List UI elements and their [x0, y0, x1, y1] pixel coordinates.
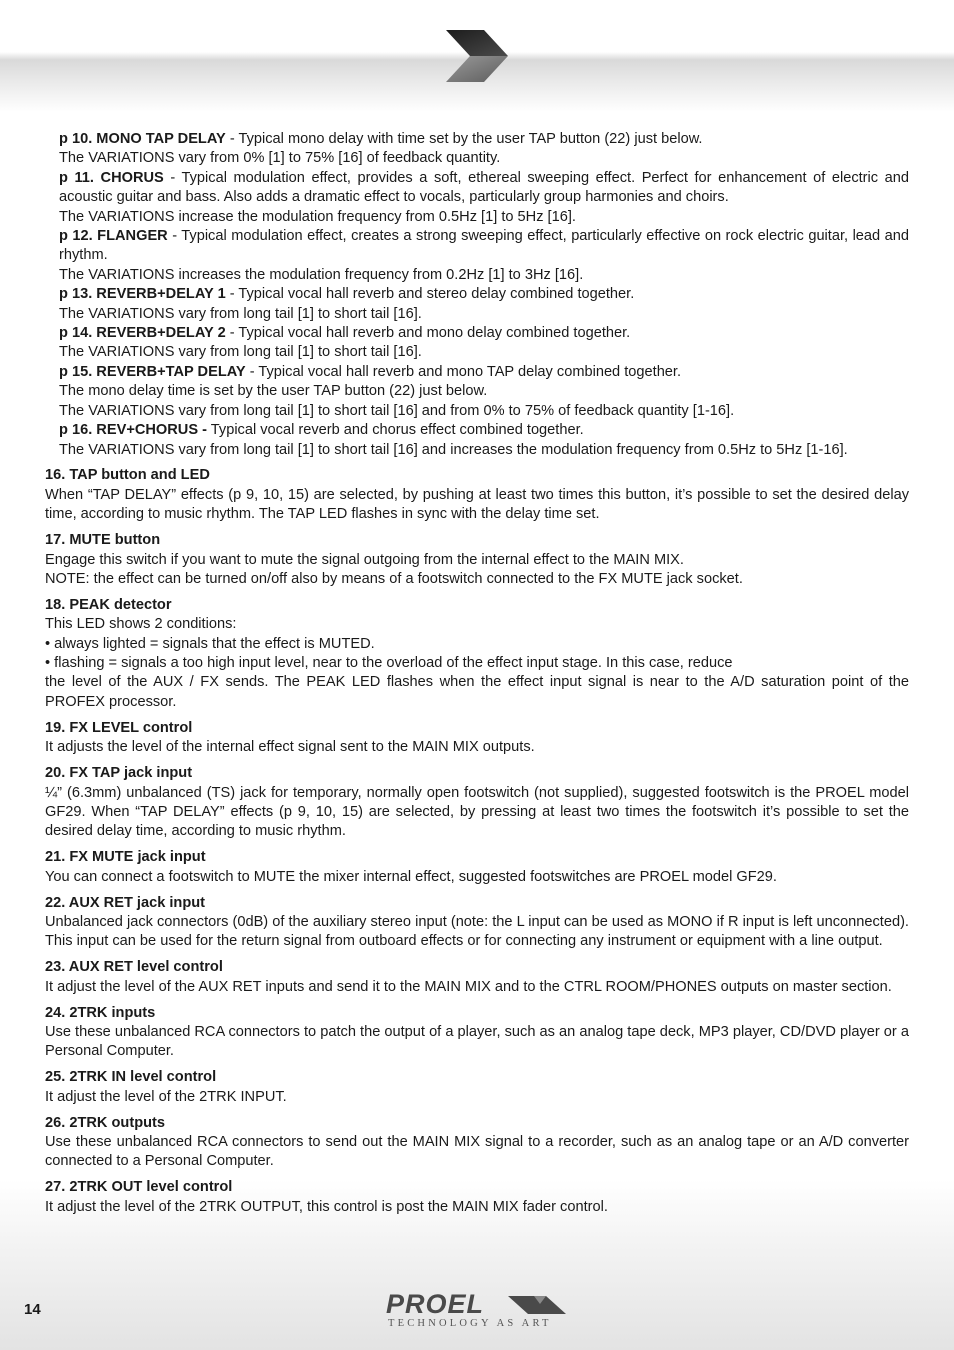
preset-name: p 10. MONO TAP DELAY [59, 131, 226, 147]
section-text: NOTE: the effect can be turned on/off also by means of a footswitch connected to the FX MUTE jack socket. [45, 570, 743, 587]
preset-description [59, 227, 909, 266]
preset-detail-line: The mono delay time is set by the user TAP button (22) just below. [59, 383, 488, 400]
preset-description [59, 324, 909, 343]
control-section [45, 1178, 909, 1217]
preset-text: Typical vocal reverb and chorus effect combined together. [207, 422, 584, 439]
section-text: It adjust the level of the 2TRK INPUT. [45, 1088, 287, 1105]
section-text: Unbalanced jack connectors (0dB) of the auxiliary stereo input (note: the L input can be used as MONO if R input is left unconnected). This input can be used for the return signal from outboard effects or for connecting any instrument or equipment with a line output. [45, 913, 909, 950]
control-section [45, 894, 909, 952]
control-section [45, 764, 909, 842]
section-text: It adjusts the level of the internal effect signal sent to the MAIN MIX outputs. [45, 739, 535, 756]
logo-tagline: TECHNOLOGY AS ART [388, 1318, 552, 1329]
section-heading: 19. FX LEVEL control [45, 719, 193, 736]
section-heading: 24. 2TRK inputs [45, 1004, 156, 1021]
control-section [45, 848, 909, 887]
section-text: Engage this switch if you want to mute the signal outgoing from the internal effect to the MAIN MIX. [45, 551, 684, 568]
section-text: ¼” (6.3mm) unbalanced (TS) jack for temporary, normally open footswitch (not supplied), suggested footswitch is the PROEL model GF29. When “TAP DELAY” effects (p 9, 10, 15) are selected, by pressing at least two times the footswitch it’s possible to set the desired delay time, according to music rhythm. [45, 784, 909, 840]
preset-name: p 16. REV+CHORUS - [59, 422, 207, 439]
control-section [45, 596, 909, 712]
section-text: • always lighted = signals that the effect is MUTED. [45, 635, 375, 652]
preset-detail-line: The VARIATIONS vary from 0% [1] to 75% [16] of feedback quantity. [59, 150, 501, 167]
preset-text: - Typical vocal hall reverb and stereo delay combined together. [225, 286, 635, 303]
preset-detail-line: The VARIATIONS vary from long tail [1] to short tail [16] and from 0% to 75% of feedback quantity [1-16]. [59, 402, 735, 419]
preset-name: p 15. REVERB+TAP DELAY [59, 363, 246, 380]
section-heading: 23. AUX RET level control [45, 959, 223, 976]
preset-text: - Typical vocal hall reverb and mono TAP delay combined together. [245, 363, 682, 380]
preset-text: - Typical mono delay with time set by the user TAP button (22) just below. [225, 131, 703, 147]
section-text: When “TAP DELAY” effects (p 9, 10, 15) are selected, by pushing at least two times this button, it’s possible to set the desired delay time, according to music rhythm. The TAP LED flashes in sync with the delay time set. [45, 486, 909, 523]
section-text: Use these unbalanced RCA connectors to patch the output of a player, such as an analog tape deck, MP3 player, CD/DVD player or a Personal Computer. [45, 1023, 909, 1060]
logo-arrow-icon [508, 1292, 568, 1318]
effect-presets-list [45, 130, 909, 460]
preset-description [59, 285, 909, 304]
section-text: Use these unbalanced RCA connectors to send out the MAIN MIX signal to a recorder, such as an analog tape or an A/D converter connected to a Personal Computer. [45, 1134, 909, 1170]
section-text: It adjust the level of the AUX RET inputs and send it to the MAIN MIX and to the CTRL ROOM/PHONES outputs on master section. [45, 978, 892, 995]
preset-name: p 11. CHORUS [59, 169, 164, 186]
control-section [45, 1114, 909, 1172]
preset-detail-line: The VARIATIONS vary from long tail [1] to short tail [16]. [59, 344, 422, 361]
page-body [45, 130, 909, 1217]
section-heading: 17. MUTE button [45, 532, 161, 549]
section-heading: 26. 2TRK outputs [45, 1114, 165, 1131]
preset-description [59, 130, 909, 149]
section-text: • flashing = signals a too high input level, near to the overload of the effect input stage. In this case, reduce [45, 655, 733, 672]
control-section [45, 1068, 909, 1107]
preset-detail-line: The VARIATIONS vary from long tail [1] to short tail [16]. [59, 305, 422, 322]
section-text: It adjust the level of the 2TRK OUTPUT, this control is post the MAIN MIX fader control. [45, 1198, 608, 1215]
preset-detail-line: The VARIATIONS vary from long tail [1] to short tail [16] and increases the modulation frequency from 0.5Hz to 5Hz [1-16]. [59, 441, 848, 458]
preset-text: - Typical modulation effect, creates a strong sweeping effect, particularly effective on rock electric guitar, lead and rhythm. [59, 228, 909, 264]
proel-logo [386, 1290, 570, 1334]
preset-name: p 12. FLANGER [59, 228, 168, 245]
section-heading: 22. AUX RET jack input [45, 894, 206, 911]
preset-text: - Typical vocal hall reverb and mono delay combined together. [225, 325, 631, 342]
section-text: the level of the AUX / FX sends. The PEAK LED flashes when the effect input signal is near to the A/D saturation point of the PROFEX processor. [45, 674, 909, 710]
preset-name: p 13. REVERB+DELAY 1 [59, 286, 226, 303]
control-section [45, 531, 909, 589]
section-heading: 21. FX MUTE jack input [45, 849, 206, 866]
section-heading: 25. 2TRK IN level control [45, 1069, 217, 1086]
preset-detail-line: The VARIATIONS increase the modulation frequency from 0.5Hz [1] to 5Hz [16]. [59, 208, 576, 225]
preset-description [59, 169, 909, 208]
control-section [45, 466, 909, 524]
controls-description-list [45, 466, 909, 1217]
control-section [45, 958, 909, 997]
section-heading: 27. 2TRK OUT level control [45, 1179, 233, 1196]
preset-detail-line: The VARIATIONS increases the modulation frequency from 0.2Hz [1] to 3Hz [16]. [59, 266, 584, 283]
logo-wordmark: PROEL [386, 1289, 485, 1319]
page-number: 14 [24, 1301, 41, 1318]
section-text: This LED shows 2 conditions: [45, 616, 237, 633]
control-section [45, 719, 909, 758]
preset-description [59, 421, 909, 440]
section-text: You can connect a footswitch to MUTE the mixer internal effect, suggested footswitches are PROEL model GF29. [45, 868, 777, 885]
preset-text: - Typical modulation effect, provides a soft, ethereal sweeping effect. Perfect for enhancement of electric and acoustic guitar and bass. Also adds a dramatic effect to vocals, particularly group harmonies and choirs. [59, 169, 909, 206]
section-heading: 20. FX TAP jack input [45, 765, 193, 782]
preset-description [59, 363, 909, 382]
chevron-right-icon [444, 28, 510, 91]
section-heading: 18. PEAK detector [45, 596, 172, 613]
control-section [45, 1004, 909, 1062]
section-heading: 16. TAP button and LED [45, 467, 210, 484]
preset-name: p 14. REVERB+DELAY 2 [59, 325, 226, 342]
